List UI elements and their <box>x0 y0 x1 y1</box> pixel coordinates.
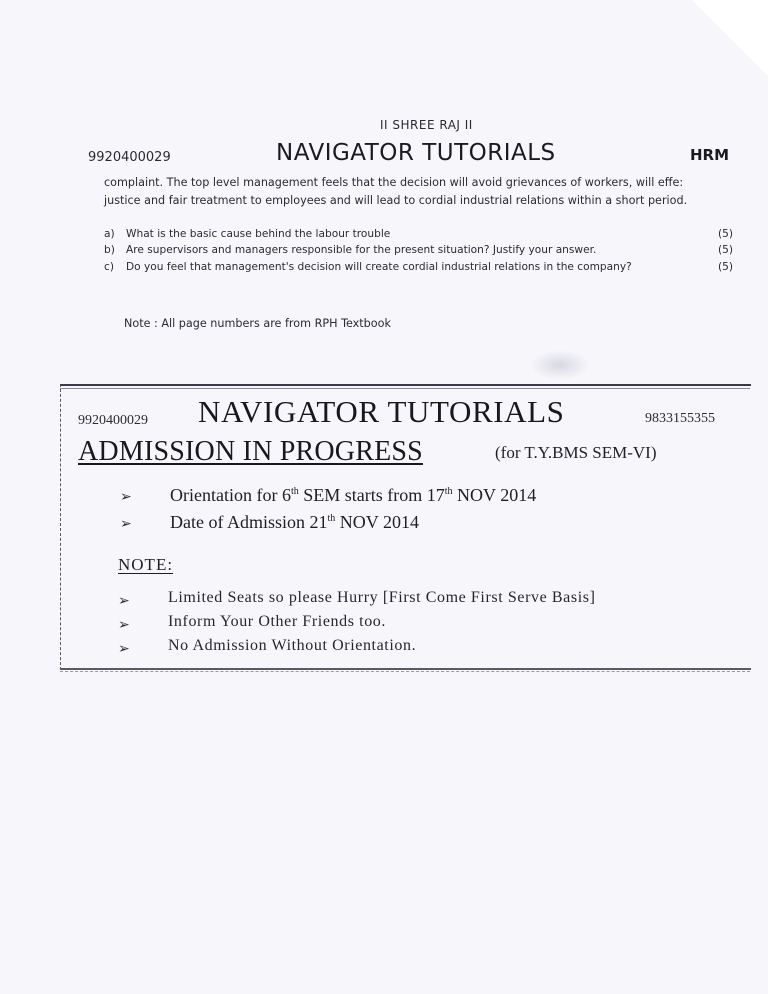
note-heading: NOTE: <box>118 555 174 574</box>
question-a-marks: (5) <box>718 228 734 240</box>
case-text-line-2: justice and fair treatment to employees and will lead to cordial industrial relations within a short period. <box>104 194 688 207</box>
scan-speck <box>530 350 590 380</box>
arrow-bullet-icon: ➢ <box>120 490 132 505</box>
note-item-2: Inform Your Other Friends too. <box>168 613 386 630</box>
subject-label: HRM <box>690 146 730 164</box>
question-c-letter: c) <box>104 261 114 273</box>
shree-raj-line: II SHREE RAJ II <box>380 118 473 132</box>
admission-phone-left: 9920400029 <box>78 413 148 428</box>
admission-box-bottom-rule <box>60 671 750 673</box>
header-title: NAVIGATOR TUTORIALS <box>276 140 556 166</box>
arrow-bullet-icon: ➢ <box>120 517 132 532</box>
admission-box-top-rule <box>60 388 750 390</box>
question-b-marks: (5) <box>718 244 734 256</box>
arrow-bullet-icon: ➢ <box>118 642 130 657</box>
arrow-bullet-icon: ➢ <box>118 618 130 633</box>
note-item-1: Limited Seats so please Hurry [First Come First Serve Basis] <box>168 589 596 606</box>
admission-title: NAVIGATOR TUTORIALS <box>198 394 565 429</box>
textbook-note: Note : All page numbers are from RPH Textbook <box>124 317 391 330</box>
admission-heading-sub: (for T.Y.BMS SEM-VI) <box>495 443 657 462</box>
admission-phone-right: 9833155355 <box>645 411 715 426</box>
admission-date-line: Date of Admission 21th NOV 2014 <box>170 512 419 532</box>
arrow-bullet-icon: ➢ <box>118 594 130 609</box>
admission-heading: ADMISSION IN PROGRESS <box>78 436 423 467</box>
page-fold-corner <box>690 0 768 110</box>
question-b-text: Are supervisors and managers responsible for the present situation? Justify your answer. <box>126 244 597 256</box>
note-item-3: No Admission Without Orientation. <box>168 637 417 654</box>
question-a-text: What is the basic cause behind the labour trouble <box>126 228 391 240</box>
question-c-marks: (5) <box>718 261 734 273</box>
header-phone: 9920400029 <box>88 150 171 165</box>
question-a-letter: a) <box>104 228 115 240</box>
question-b-letter: b) <box>104 244 115 256</box>
orientation-date-line: Orientation for 6th SEM starts from 17th NOV 2014 <box>170 485 537 505</box>
case-text-line-1: complaint. The top level management feels that the decision will avoid grievances of workers, will effe: <box>104 176 684 189</box>
question-c-text: Do you feel that management's decision will create cordial industrial relations in the company? <box>126 261 632 273</box>
